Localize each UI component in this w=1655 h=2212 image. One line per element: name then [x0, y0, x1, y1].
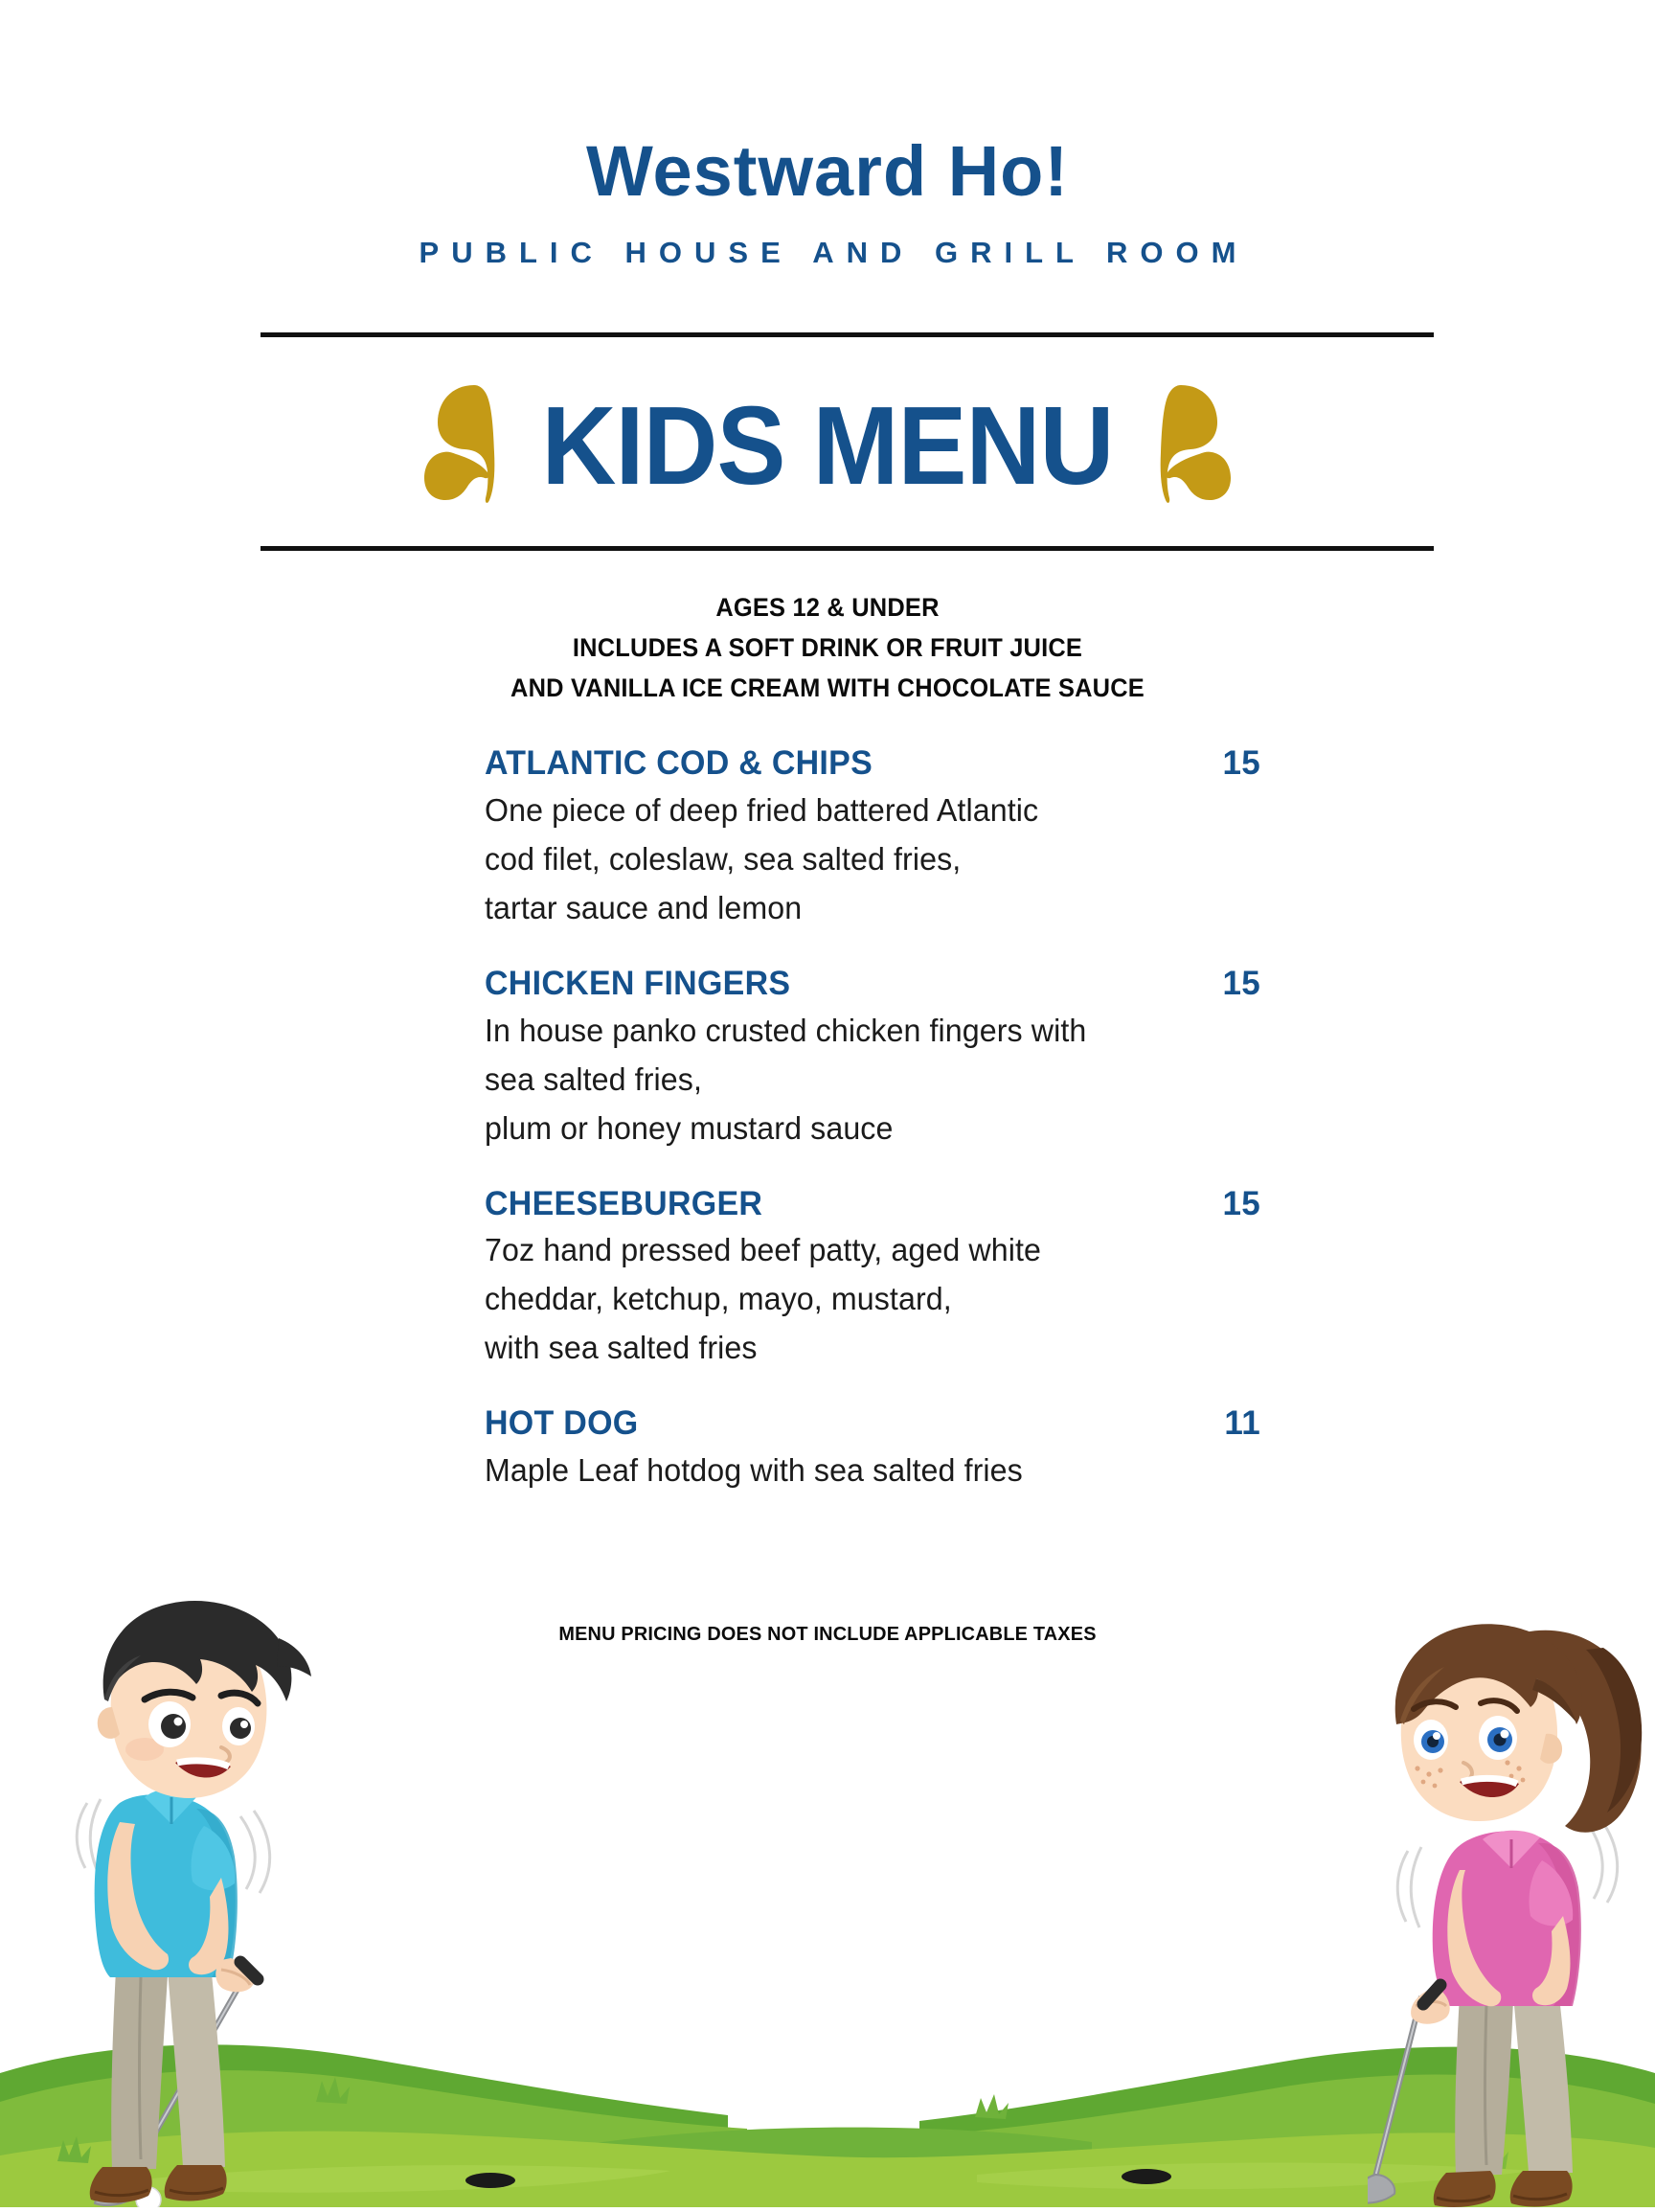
description-line: One piece of deep fried battered Atlantic: [485, 791, 1039, 828]
menu-item-description: [485, 786, 1241, 932]
kids-menu-title-row: [0, 374, 1655, 517]
menu-item-name: HOT DOG: [485, 1404, 639, 1443]
divider-bottom: [261, 546, 1434, 551]
menu-item-price: 15: [1222, 1184, 1260, 1222]
boy-golfer-illustration: [53, 1594, 388, 2207]
gold-flourish-left-icon: [424, 383, 495, 508]
description-line: cod filet, coleslaw, sea salted fries,: [485, 840, 962, 877]
menu-item-header: [485, 1183, 1260, 1226]
page-title: Westward Ho!: [585, 131, 1070, 211]
tax-disclaimer: MENU PRICING DOES NOT INCLUDE APPLICABLE TAXES: [558, 1623, 1097, 1645]
golf-hole: [1122, 2169, 1171, 2184]
menu-item-name: CHICKEN FINGERS: [485, 964, 791, 1002]
menu-item-price: 11: [1224, 1404, 1260, 1443]
menu-item-description: [485, 1225, 1241, 1372]
subheader-line-3: AND VANILLA ICE CREAM WITH CHOCOLATE SAUCE: [510, 673, 1145, 702]
description-line: sea salted fries,: [485, 1060, 703, 1097]
golf-hole: [465, 2173, 515, 2188]
menu-items-list: [485, 742, 1260, 1523]
girl-golfer-illustration: [1368, 1594, 1655, 2207]
menu-item-header: [485, 1402, 1260, 1446]
description-line: 7oz hand pressed beef patty, aged white: [485, 1232, 1041, 1268]
menu-item: [485, 1183, 1260, 1373]
menu-item-price: 15: [1222, 964, 1260, 1002]
kids-menu-heading: KIDS MENU: [541, 383, 1114, 508]
menu-item-header: [485, 963, 1260, 1006]
menu-item: [485, 1402, 1260, 1494]
menu-item-description: [485, 1446, 1241, 1494]
divider-top: [261, 332, 1434, 337]
menu-item-name: CHEESEBURGER: [485, 1184, 763, 1222]
description-line: with sea salted fries: [485, 1330, 758, 1366]
brand-subtitle: PUBLIC HOUSE AND GRILL ROOM: [419, 236, 1249, 269]
description-line: cheddar, ketchup, mayo, mustard,: [485, 1281, 952, 1317]
menu-item: [485, 742, 1260, 932]
description-line: plum or honey mustard sauce: [485, 1109, 894, 1146]
description-line: tartar sauce and lemon: [485, 889, 803, 925]
menu-item: [485, 963, 1260, 1152]
menu-item-header: [485, 742, 1260, 786]
menu-item-name: ATLANTIC COD & CHIPS: [485, 744, 873, 782]
subheader-line-2: INCLUDES A SOFT DRINK OR FRUIT JUICE: [572, 633, 1083, 662]
golf-course-illustration: [0, 1958, 1655, 2207]
menu-item-description: [485, 1006, 1241, 1152]
menu-subheader: [34, 587, 1622, 708]
subheader-line-1: AGES 12 & UNDER: [715, 593, 940, 622]
menu-item-price: 15: [1222, 744, 1260, 782]
golf-ball: [136, 2187, 161, 2207]
gold-flourish-right-icon: [1160, 383, 1231, 508]
description-line: Maple Leaf hotdog with sea salted fries: [485, 1452, 1023, 1489]
description-line: In house panko crusted chicken fingers with: [485, 1012, 1087, 1048]
